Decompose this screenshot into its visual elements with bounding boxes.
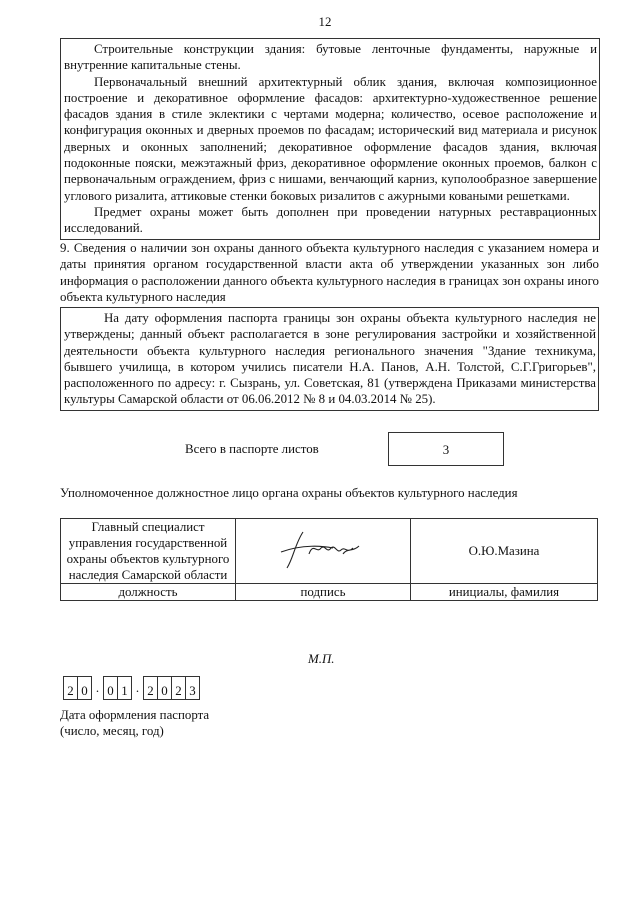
official-position: Главный специалист управления государственной охраны объектов культурного наследия Самарской области — [61, 519, 236, 584]
protection-subject-box — [60, 38, 600, 240]
section-9-heading-text: 9. Сведения о наличии зон охраны данного объекта культурного наследия с указанием номера и даты принятия органом государственной власти акта об утверждении указанных зон либо информация о расположении данного объекта культурного наследия в границах зон охраны иного объекта культурного наследия — [60, 241, 599, 304]
section-9-heading — [60, 240, 599, 305]
date-digit: 2 — [63, 676, 77, 700]
paragraph-note: Предмет охраны может быть дополнен при проведении натурных реставрационных исследований. — [64, 204, 597, 236]
official-name: О.Ю.Мазина — [411, 519, 598, 584]
date-separator: . — [135, 681, 140, 695]
signature-image — [273, 524, 373, 574]
label-signature: подпись — [236, 584, 411, 601]
date-label-line2: (число, месяц, год) — [60, 724, 164, 739]
stamp-label: М.П. — [308, 652, 335, 666]
date-label — [60, 707, 209, 740]
date-year — [143, 676, 200, 700]
date-digit: 2 — [171, 676, 185, 700]
date-label-line1: Дата оформления паспорта — [60, 708, 210, 722]
official-table — [60, 518, 598, 601]
paragraph-structures: Строительные конструкции здания: бутовые ленточные фундаменты, наружные и внутренние капитальные стены. — [64, 42, 597, 73]
date-month — [103, 676, 132, 700]
date-digit: 1 — [117, 676, 131, 700]
protection-zones-box — [60, 307, 599, 411]
date-digit: 0 — [103, 676, 117, 700]
official-heading: Уполномоченное должностное лицо органа охраны объектов культурного наследия — [60, 486, 518, 500]
total-sheets-label: Всего в паспорте листов — [185, 442, 319, 456]
date-day — [63, 676, 92, 700]
total-sheets-value: 3 — [388, 432, 504, 466]
signature — [236, 519, 411, 584]
paragraph-appearance: Первоначальный внешний архитектурный облик здания, включая композиционное построение и декоративное оформление фасадов: архитектурно-художественное решение фасадов здания в стиле эклектики с чертами модерна; количество, осевое расположение и конфигурация оконных и дверных проемов по фасадам; исторический вид материала и рисунок дверных и оконных заполнений; декоративное оформление фасадов здания, включая подоконные пояски, межэтажный фриз, декоративное оформление оконных проемов, балкон с первоначальным ограждением, фриз с нишами, венчающий карниз, куполообразное завершение углового ризалита, аттиковые стенки боковых ризалитов с ажурными коваными решетками. — [64, 74, 597, 203]
passport-date — [63, 676, 200, 700]
page-number: 12 — [318, 15, 332, 29]
label-name: инициалы, фамилия — [411, 584, 598, 601]
date-digit: 0 — [157, 676, 171, 700]
date-separator: . — [95, 681, 100, 695]
protection-zones-text: На дату оформления паспорта границы зон охраны объекта культурного наследия не утверждены; данный объект располагается в зоне регулирования застройки и хозяйственной деятельности объекта культурного наследия регионального значения "Здание техникума, бывшего училища, в котором учились писатели Н.А. Панов, А.Н. Толстой, С.Г.Григорьев", расположенного по адресу: г. Сызрань, ул. Советская, 81 (утверждена Приказами министерства культуры Самарской области от 06.06.2012 № 8 и 04.03.2014 № 25). — [64, 311, 596, 407]
date-digit: 0 — [77, 676, 91, 700]
date-digit: 2 — [143, 676, 157, 700]
label-position: должность — [61, 584, 236, 601]
date-digit: 3 — [185, 676, 199, 700]
